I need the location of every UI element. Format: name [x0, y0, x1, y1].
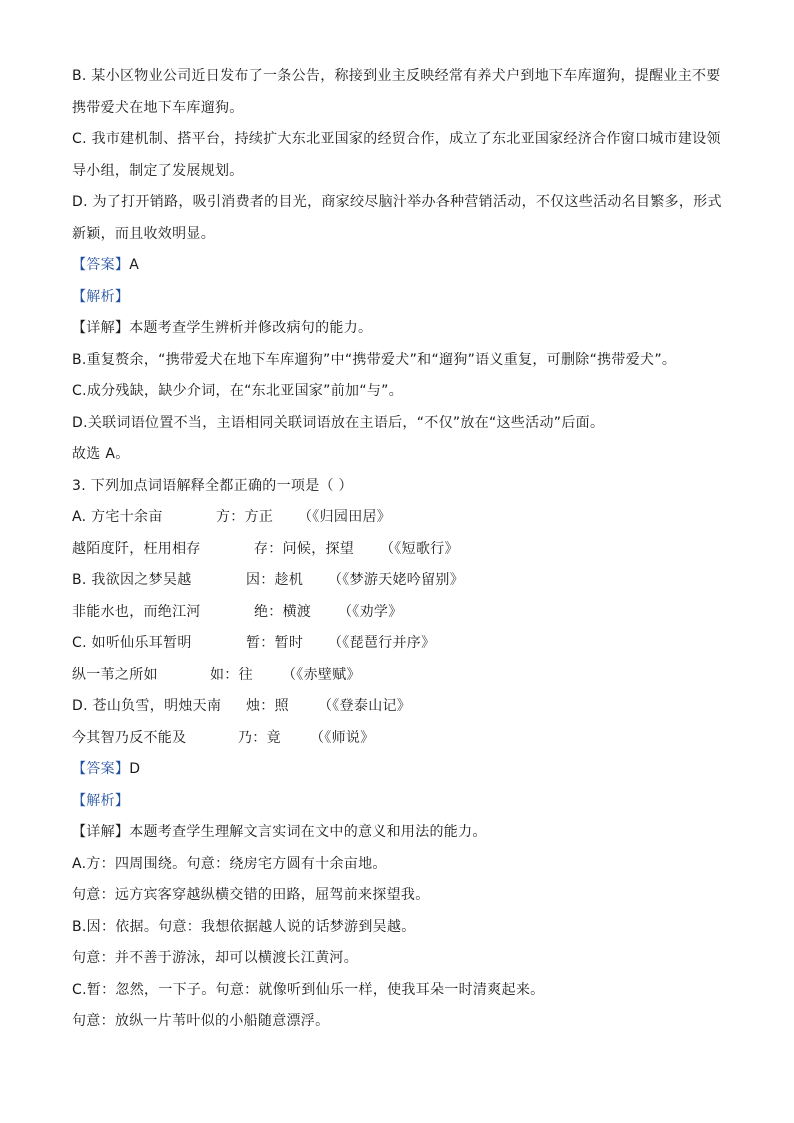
q3-a1-word: 方：方正 [216, 509, 274, 525]
q2-explanation-b: B.重复赘余，“携带爱犬在地下车库遛狗”中“携带爱犬”和“遛狗”语义重复，可删除“携带爱犬”。 [72, 352, 677, 368]
option-c-line1: C. 我市建机制、搭平台，持续扩大东北亚国家的经贸合作，成立了东北亚国家经济合作窗口城市建设领 [72, 131, 721, 147]
q3-explanation-6: 句意：放纵一片苇叶似的小船随意漂浮。 [72, 1013, 330, 1029]
q2-detail-text: 本题考查学生辨析并修改病句的能力。 [129, 320, 373, 336]
q3-d1-source: （《登泰山记》 [318, 698, 412, 714]
q2-detail-row [72, 318, 372, 338]
q3-d2-sentence: 今其智乃反不能及 [72, 730, 187, 746]
q3-b1-word: 因：趁机 [246, 572, 304, 588]
q3-b1-source: （《梦游天姥吟留别》 [328, 572, 464, 588]
q3-a2-source: （《短歌行》 [380, 541, 459, 557]
q2-analysis-row [72, 287, 129, 307]
option-c-line2: 导小组，制定了发展规划。 [72, 163, 244, 179]
q3-c2-word: 如：往 [210, 667, 253, 683]
q2-explanation-d: D.关联词语位置不当，主语相同关联词语放在主语后，“不仅”放在“这些活动”后面。 [72, 415, 605, 431]
q3-c1-source: （《琵琶行并序》 [328, 635, 436, 651]
q3-detail-row [72, 822, 487, 842]
q2-answer-row [72, 255, 139, 275]
q3-analysis-row [72, 791, 129, 811]
q2-choice: 故选 A。 [72, 446, 130, 462]
q3-d1-word: 烛：照 [246, 698, 289, 714]
q3-c2-sentence: 纵一苇之所如 [72, 667, 158, 683]
q3-b2-sentence: 非能水也，而绝江河 [72, 604, 201, 620]
q3-d2-source: （《师说》 [310, 730, 375, 746]
q3-c1-word: 暂：暂时 [246, 635, 304, 651]
option-b-line2: 携带爱犬在地下车库遛狗。 [72, 100, 244, 116]
q3-explanation-1: A.方：四周围绕。句意：绕房宅方圆有十余亩地。 [72, 856, 387, 872]
q2-answer-value: A [129, 257, 140, 273]
q3-explanation-2: 句意：远方宾客穿越纵横交错的田路，屈驾前来探望我。 [72, 887, 430, 903]
q3-a2-sentence: 越陌度阡，枉用相存 [72, 541, 201, 557]
option-d-line2: 新颖，而且收效明显。 [72, 226, 215, 242]
q3-c1-sentence: C. 如听仙乐耳暂明 [72, 635, 192, 651]
q2-answer-tag: 【答案】 [72, 257, 130, 273]
q3-answer-row [72, 759, 140, 779]
q3-b2-word: 绝：横渡 [254, 604, 312, 620]
q3-d2-word: 乃：竟 [238, 730, 281, 746]
q2-analysis-tag: 【解析】 [72, 289, 130, 305]
option-b-line1: B. 某小区物业公司近日发布了一条公告，称接到业主反映经常有养犬户到地下车库遛狗，提醒业主不要 [72, 68, 721, 84]
q3-detail-text: 本题考查学生理解文言实词在文中的意义和用法的能力。 [129, 824, 487, 840]
q3-b1-sentence: B. 我欲因之梦吴越 [72, 572, 192, 588]
q3-b2-source: （《劝学》 [338, 604, 403, 620]
q3-answer-tag: 【答案】 [72, 761, 130, 777]
q3-detail-tag: 【详解】 [72, 824, 130, 840]
q3-stem: 3. 下列加点词语解释全都正确的一项是（ ） [72, 478, 353, 494]
q3-explanation-5: C.暂：忽然，一下子。句意：就像听到仙乐一样，使我耳朵一时清爽起来。 [72, 982, 545, 998]
q3-explanation-3: B.因：依据。句意：我想依据越人说的话梦游到吴越。 [72, 919, 416, 935]
q3-a2-word: 存：问候，探望 [254, 541, 355, 557]
q3-option-a1 [72, 507, 163, 527]
q3-a1-sentence: A. 方宅十余亩 [72, 509, 163, 525]
q3-analysis-tag: 【解析】 [72, 793, 130, 809]
q2-detail-tag: 【详解】 [72, 320, 130, 336]
option-d-line1: D. 为了打开销路，吸引消费者的目光，商家绞尽脑汁举办各种营销活动，不仅这些活动名目繁多，形式 [72, 194, 722, 210]
q3-explanation-4: 句意：并不善于游泳，却可以横渡长江黄河。 [72, 950, 358, 966]
q3-answer-value: D [129, 761, 141, 777]
q2-explanation-c: C.成分残缺，缺少介词，在“东北亚国家”前加“与”。 [72, 383, 404, 399]
q3-a1-source: （《归园田居》 [298, 509, 392, 525]
q3-d1-sentence: D. 苍山负雪，明烛天南 [72, 698, 222, 714]
q3-c2-source: （《赤壁赋》 [282, 667, 361, 683]
